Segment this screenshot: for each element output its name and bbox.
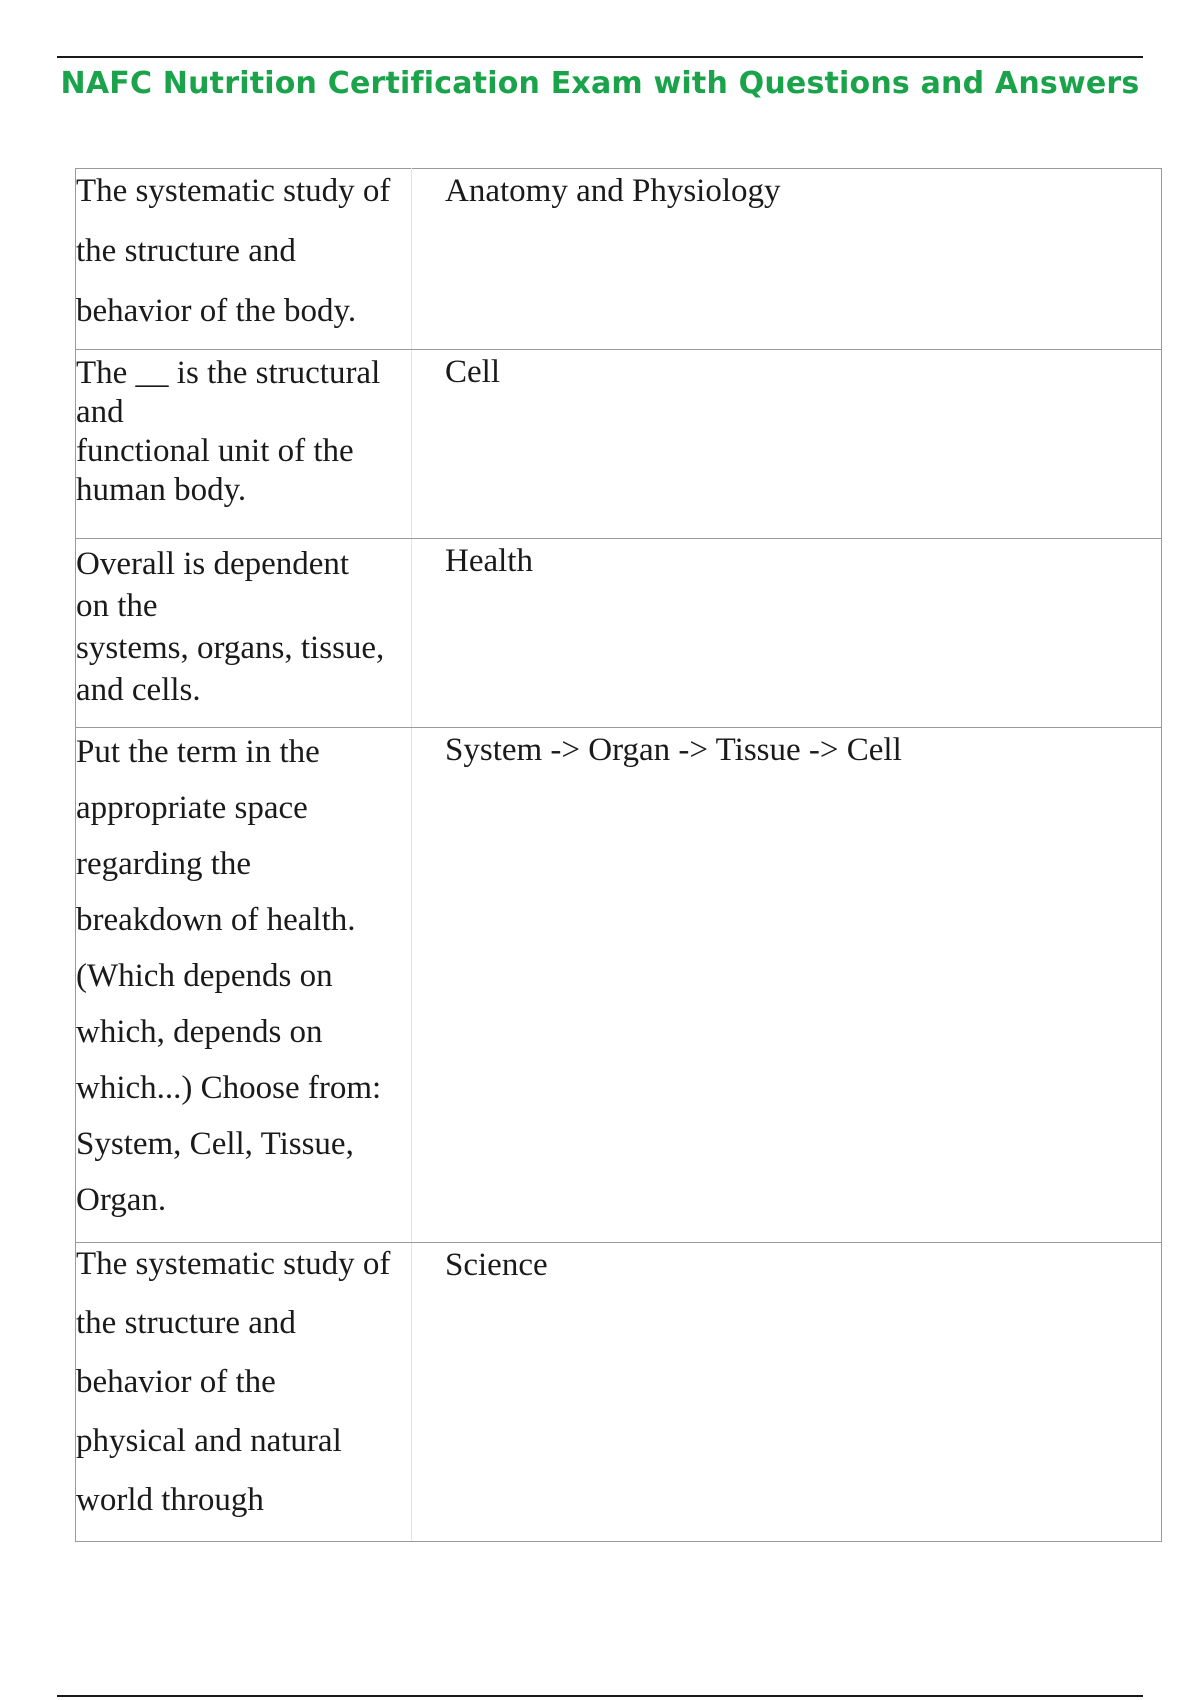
qa-row (76, 350, 1162, 539)
question-cell (76, 350, 412, 539)
question-text: The systematic study of the structure and behavior of the physical and natural world through (76, 1246, 391, 1518)
question-cell (76, 728, 412, 1243)
answer-cell (412, 1243, 1162, 1542)
question-text: The __ is the structural and functional unit of the human body. (76, 355, 381, 508)
qa-table (75, 168, 1162, 1542)
answer-text: Science (445, 1247, 548, 1283)
footer-rule (57, 1695, 1143, 1697)
header-rule (57, 56, 1143, 58)
question-text: The systematic study of the structure and behavior of the body. (76, 173, 391, 329)
question-cell (76, 539, 412, 728)
qa-row (76, 539, 1162, 728)
question-cell (76, 1243, 412, 1542)
answer-cell (412, 728, 1162, 1243)
answer-cell (412, 169, 1162, 350)
answer-text: System -> Organ -> Tissue -> Cell (445, 732, 902, 768)
document-title: NAFC Nutrition Certification Exam with Questions and Answers (60, 66, 1140, 101)
question-text: Overall is dependent on the systems, organs, tissue, and cells. (76, 546, 385, 708)
qa-row (76, 169, 1162, 350)
answer-text: Cell (445, 354, 500, 390)
answer-text: Health (445, 543, 533, 579)
question-cell (76, 169, 412, 350)
question-text: Put the term in the appropriate space regarding the breakdown of health. (Which depends on which, depends on which...) Choose from: System, Cell, Tissue, Organ. (76, 734, 382, 1218)
answer-text: Anatomy and Physiology (445, 173, 781, 209)
answer-cell (412, 539, 1162, 728)
answer-cell (412, 350, 1162, 539)
qa-row (76, 1243, 1162, 1542)
qa-row (76, 728, 1162, 1243)
